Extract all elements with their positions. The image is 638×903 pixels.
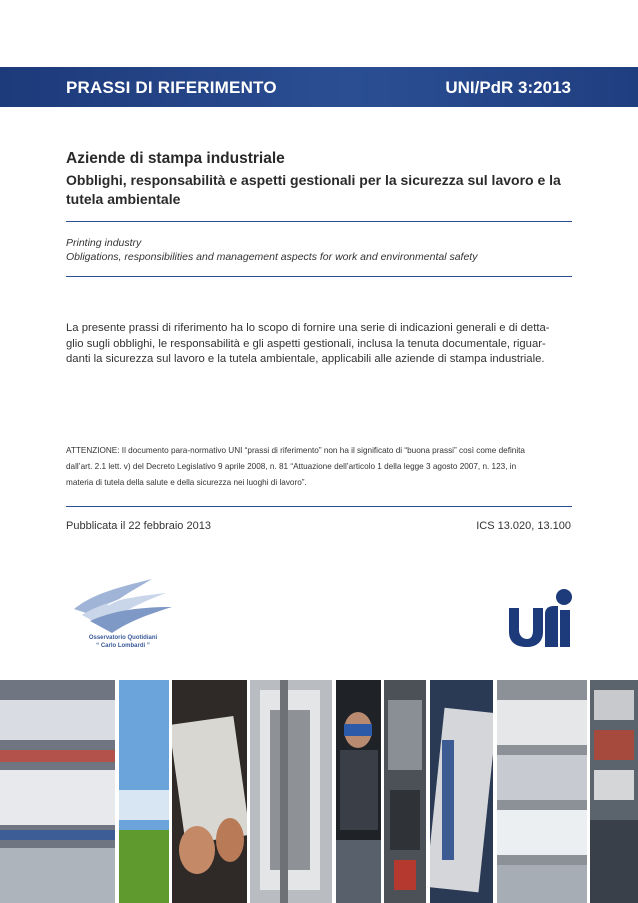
worker-with-headphones-photo xyxy=(336,680,381,903)
warehouse-photo xyxy=(590,680,638,903)
newspaper-stack-photo xyxy=(250,680,332,903)
note-line: ATTENZIONE: Il documento para-normativo UNI “prassi di riferimento” non ha il significato di “buona prassi” così come definita xyxy=(66,446,525,455)
english-title-line: Printing industry xyxy=(66,237,142,249)
hands-reading-newspaper-photo xyxy=(172,680,247,903)
scope-line: glio sugli obblighi, le responsabilità e gli aspetti gestionali, inclusa la tenuta documentale, riguar- xyxy=(66,337,546,350)
scope-line: La presente prassi di riferimento ha lo scopo di fornire una serie di indicazioni generali e di detta- xyxy=(66,322,550,334)
photo-strip xyxy=(0,680,638,903)
document-type: PRASSI DI RIFERIMENTO xyxy=(66,78,277,97)
observatory-name-line: Osservatorio Quotidiani xyxy=(88,635,158,641)
header-banner xyxy=(0,67,638,107)
note-line: dall’art. 2.1 lett. v) del Decreto Legislativo 9 aprile 2008, n. 81 “Attuazione dell’articolo 1 della legge 3 agosto 2007, n. 123, in xyxy=(66,461,517,471)
green-field-photo xyxy=(119,680,169,903)
document-code: UNI/PdR 3:2013 xyxy=(445,78,571,97)
magazines-photo xyxy=(430,680,493,903)
newspaper-press-photo xyxy=(0,680,115,903)
scope-paragraph xyxy=(66,321,572,368)
attention-note xyxy=(66,443,576,490)
printing-machine-photo xyxy=(384,680,426,903)
english-title-line: Obligations, responsibilities and management aspects for work and environmental safety xyxy=(66,251,478,263)
divider xyxy=(66,506,572,507)
publication-date: Pubblicata il 22 febbraio 2013 xyxy=(66,520,211,532)
newspaper-pile-photo xyxy=(497,680,587,903)
scope-line: danti la sicurezza sul lavoro e la tutela ambientale, applicabili alle aziende di stampa industriale. xyxy=(66,353,545,365)
observatory-name xyxy=(68,634,178,650)
divider xyxy=(66,221,572,222)
uni-logo-icon xyxy=(506,586,576,648)
ics-code: ICS 13.020, 13.100 xyxy=(476,520,571,532)
observatory-name-line: “ Carlo Lombardi ” xyxy=(96,643,150,649)
note-line: materia di tutela della salute e della sicurezza nei luoghi di lavoro”. xyxy=(66,477,307,487)
page-subtitle: Obblighi, responsabilità e aspetti gestionali per la sicurezza sul lavoro e la tutela ambientale xyxy=(66,172,561,207)
english-title xyxy=(66,236,576,264)
divider xyxy=(66,276,572,277)
page-title: Aziende di stampa industriale xyxy=(66,150,285,167)
